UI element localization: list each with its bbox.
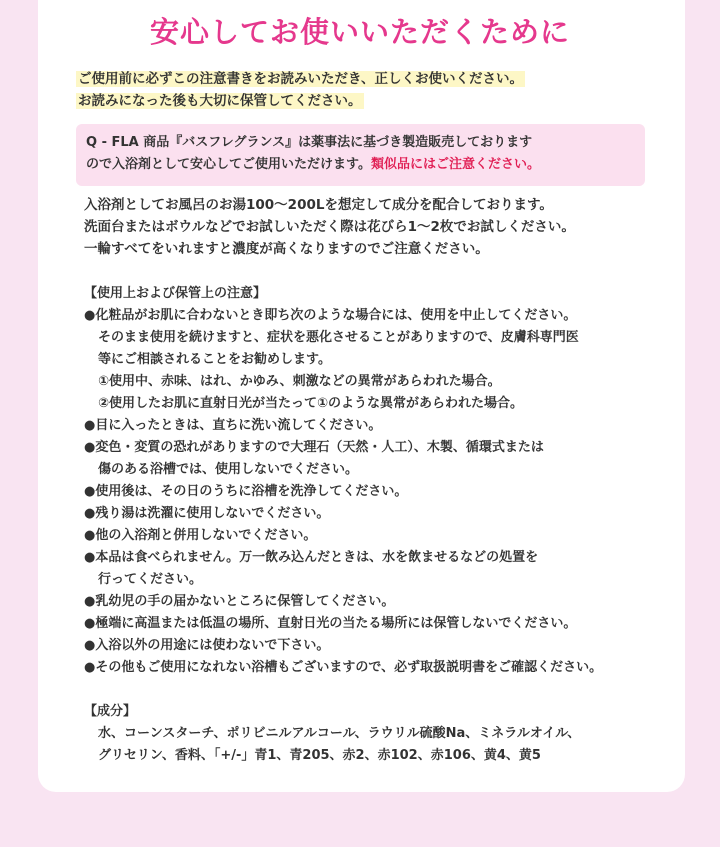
intro-line-1: ご使用前に必ずこの注意書きをお読みいただき、正しくお使いください。 xyxy=(78,71,523,87)
intro-text xyxy=(76,68,525,112)
page-title: 安心してお使いいただくために xyxy=(149,15,570,49)
ingredients-line-1: 水、コーンスターチ、ポリビニルアルコール、ラウリル硫酸Na、ミネラルオイル、 xyxy=(98,726,581,741)
usage-description xyxy=(84,194,575,260)
notice-warning: 類似品にはご注意ください。 xyxy=(370,157,540,172)
body-line-3: 一輪すべてをいれますと濃度が高くなりますのでご注意ください。 xyxy=(84,241,489,257)
cautions-list xyxy=(84,305,602,679)
caution-line: ●使用後は、その日のうちに浴槽を洗浄してください。 xyxy=(84,484,408,499)
caution-line: ●変色・変質の恐れがありますので大理石（天然・人工）、木製、循環式または xyxy=(84,440,544,455)
intro-line-2: お読みになった後も大切に保管してください。 xyxy=(78,93,362,109)
caution-line: そのまま使用を続けますと、症状を悪化させることがありますので、皮膚科専門医 xyxy=(98,330,579,345)
caution-line: ●乳幼児の手の届かないところに保管してください。 xyxy=(84,594,395,609)
caution-line: ●目に入ったときは、直ちに洗い流してください。 xyxy=(84,418,382,433)
notice-line-1: Q - FLA 商品『バスフレグランス』は薬事法に基づき製造販売しております xyxy=(86,135,533,150)
caution-line: ●本品は食べられません。万一飲み込んだときは、水を飲ませるなどの処置を xyxy=(84,550,539,565)
caution-line: ●残り湯は洗濯に使用しないでください。 xyxy=(84,506,330,521)
cautions-section xyxy=(84,283,602,679)
ingredients-section xyxy=(84,701,580,767)
body-line-1: 入浴剤としてお風呂のお湯100～200Lを想定して成分を配合しております。 xyxy=(84,197,553,213)
caution-line: ●化粧品がお肌に合わないとき即ち次のような場合には、使用を中止してください。 xyxy=(84,308,577,323)
cautions-heading: 【使用上および保管上の注意】 xyxy=(84,286,267,301)
ingredients-line-2: グリセリン、香料、「+/-」青1、青205、赤2、赤102、赤106、黄4、黄5 xyxy=(98,748,541,763)
caution-line: 傷のある浴槽では、使用しないでください。 xyxy=(98,462,359,477)
caution-line: ●入浴以外の用途には使わないで下さい。 xyxy=(84,638,330,653)
body-line-2: 洗面台またはボウルなどでお試しいただく際は花びら1～2枚でお試しください。 xyxy=(84,219,575,235)
notice-box xyxy=(76,124,645,186)
caution-line: ②使用したお肌に直射日光が当たって①のような異常があらわれた場合。 xyxy=(98,396,524,411)
notice-line-2-text: ので入浴剤として安心してご使用いただけます。 xyxy=(86,157,371,172)
caution-line: ●他の入浴剤と併用しないでください。 xyxy=(84,528,317,543)
caution-line: 等にご相談されることをお勧めします。 xyxy=(98,352,331,367)
ingredients-heading: 【成分】 xyxy=(84,704,137,719)
caution-line: ①使用中、赤味、はれ、かゆみ、刺激などの異常があらわれた場合。 xyxy=(98,374,501,389)
notice-line-2 xyxy=(86,154,635,176)
caution-line: 行ってください。 xyxy=(98,572,203,587)
caution-line: ●その他もご使用になれない浴槽もございますので、必ず取扱説明書をご確認ください。 xyxy=(84,660,603,675)
caution-line: ●極端に高温または低温の場所、直射日光の当たる場所には保管しないでください。 xyxy=(84,616,577,631)
